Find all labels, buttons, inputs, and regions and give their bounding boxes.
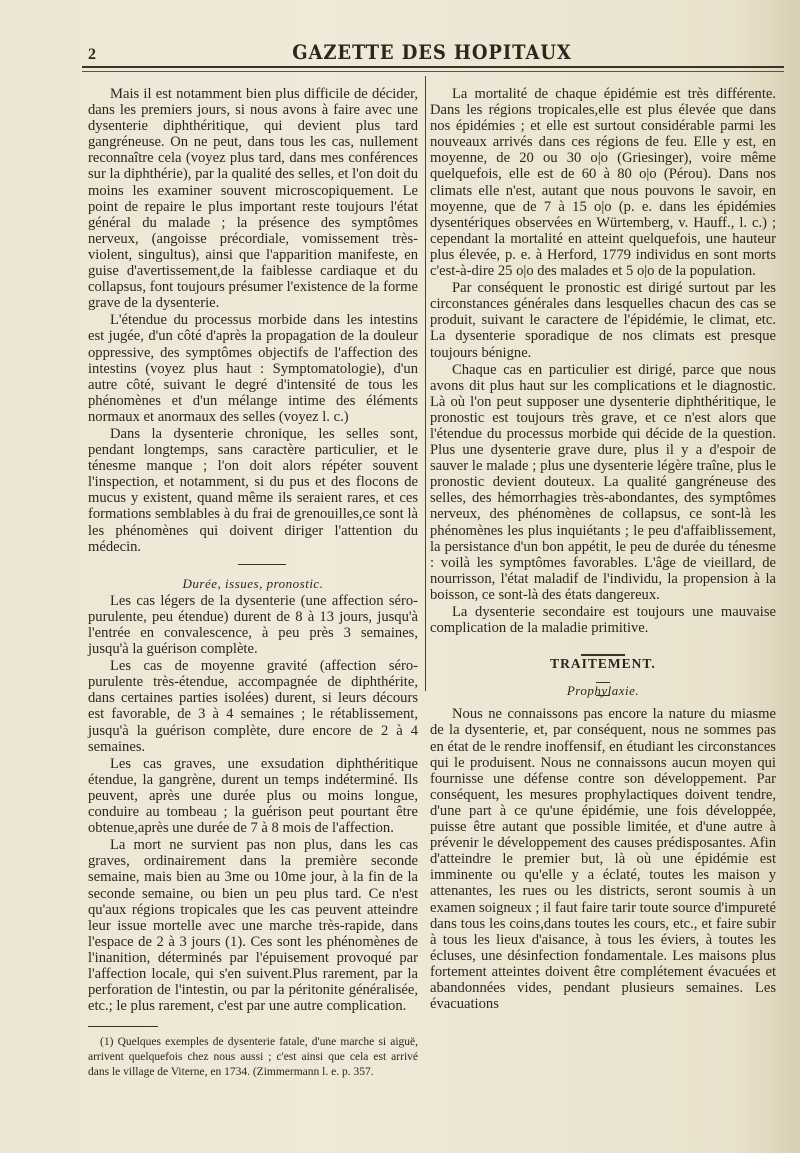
paragraph: Mais il est notamment bien plus difficile de décider, dans les premiers jours, si nous avons à faire avec une dysenterie diphthéritique, qui devient plus tard gangréneuse. On ne peut, dans tous les cas, nullement reconnaître cela (voyez plus tard, dans mes conférences sur la diphthérie), par la qualité des selles, et l'on doit du moins les examiner souvent microscopiquement. Le point de repaire le plus important reste toujours l'état général du malade ; la présence des symptômes nerveux, (angoisse précordiale, vomissement très-violent, singultus), ainsi que l'apparition manifeste, en guise d'avertissement,de la faiblesse cardiaque et du collapsus, font toujours présumer l'existence de la forme grave de la dysenterie. [88, 86, 418, 312]
paragraph: Nous ne connaissons pas encore la nature du miasme de la dysenterie, et, par conséquent, nous ne sommes pas en état de le rendre inoffensif, en étudiant les circonstances qui le produisent. Nous ne connaissons aucun moyen qui fournisse une défense contre son développement. Par conséquent, les mesures prophylactiques doivent tendre, d'une part à ce qu'une épidémie, une fois développée, puisse être autant que possible limitée, et d'une autre à prévenir le développement des causes prédisposantes. Afin d'atteindre le premier but, là où une épidémie est imminente ou qu'elle y a éclaté, toutes les maison y attenantes, les rues ou les districts, seront soumis à un examen soigneux ; il faut faire tarir toute source d'impureté dans tous les coins,dans toutes les cours, etc., et faire subir à tous les lieux d'aisance, à tous les éviers, à toutes les écluses, une désinfection fondamentale. Les maisons plus fortement atteintes doivent être complétement évacuées et abandonnées vides, pendant plusieurs semaines. Les évacuations [430, 706, 776, 1013]
subheading: Durée, issues, pronostic. [182, 575, 324, 591]
journal-title: GAZETTE DES HOPITAUX [292, 40, 572, 64]
section-title: TRAITEMENT. [550, 656, 656, 672]
footnote: (1) Quelques exemples de dysenterie fatale, d'une marche si aiguë, arrivent quelquefois chez nous aussi ; c'est ainsi que cela est arrivé dans le village de Viterne, en 1734. (Zimmermann l. e. p. 357. [88, 1036, 418, 1079]
paragraph: Les cas légers de la dysenterie (une affection séro-purulente, peu étendue) durent de 8 à 13 jours, jusqu'à l'entrée en convalescence, à peu près 3 semaines, jusqu'à la guérison complète. [88, 592, 418, 658]
paragraph: Dans la dysenterie chronique, les selles sont, pendant longtemps, sans caractère particulier, et le ténesme manque ; l'on doit alors répéter souvent l'inspection, et notamment, si du pus et des flocons de mucus y existent, quand même ils seraient rares, et ces formations semblables à du frai de grenouilles,ce sont là les phénomènes qui doivent diriger l'attention du médecin. [88, 425, 418, 555]
footnote-divider [88, 1026, 158, 1027]
paragraph: Les cas de moyenne gravité (affection séro-purulente très-étendue, accompagnée de diphthérite, dans certaines parties isolées) durent, si leurs décours est favorable, de 3 à 4 semaines ; le rétablissement, jusqu'à la guérison complète, dure encore de 2 à 4 semaines. [88, 658, 418, 755]
page-header [82, 40, 782, 68]
paragraph: Par conséquent le pronostic est dirigé surtout par les circonstances générales dans lesquelles chacun des cas se produit, suivant le caractere de l'épidémie, le climat, etc. La dysenterie sporadique de nos climats est presque toujours bénigne. [430, 280, 776, 361]
paragraph: La dysenterie secondaire est toujours une mauvaise complication de la maladie primitive. [430, 604, 776, 637]
left-column [88, 86, 418, 1080]
paragraph: Chaque cas en particulier est dirigé, parce que nous avons dit plus haut sur les complications et le diagnostic. Là où l'on peut supposer une dysenterie diphthéritique, le pronostic est toujours très grave, et ce n'est alors que l'étendue du processus morbide qui décide de la question. Plus une dysenterie grave dure, plus il y a d'espoir de sauver le malade ; plus une dysenterie légère traîne, plus le pronostic devient douteux. La qualité gangréneuse des selles, des hémorrhagies très-abondantes, des symptômes nerveux, des phénomènes de collapsus, ce sont-là les phénomènes les plus inquiétants ; le peu d'affaiblissement, la persistance d'un bon appétit, le peu de durée du ténesme : voilà les symptômes favorables. L'âge de vieillard, de nourrisson, l'état maladif de l'individu, la propension à la boisson, ce sont-là des états dangereux. [430, 361, 776, 603]
subheading: Prophylaxie. [566, 683, 640, 699]
column-separator [425, 76, 426, 691]
paragraph: Les cas graves, une exsudation diphthéritique étendue, la gangrène, durent un temps indéterminé. Ils peuvent, après une durée plus ou moins longue, conduire au tombeau ; la guérison peut pourtant être obtenue,après une durée de 7 à 8 mois de l'affection. [88, 755, 418, 837]
right-column [430, 86, 776, 1012]
paragraph: L'étendue du processus morbide dans les intestins est jugée, d'un côté d'après la propagation de la douleur oppressive, des symptômes objectifs de l'affection des intestins (voyez plus haut : Symptomatologie), d'un autre côté, suivant le degré d'intensité de tous les phénomènes et d'un mélange intime des éléments normaux et anormaux des selles (voyez l. c.) [88, 312, 418, 425]
paragraph: La mort ne survient pas non plus, dans les cas graves, ordinairement dans la première seconde semaine, mais bien au 3me ou 10me jour, à la fin de la seconde semaine, ou bien un peu plus tard. Ce n'est qu'aux régions tropicales que les cas peuvent atteindre leur issue mortelle avec une marche très-rapide, dans l'espace de 2 à 3 jours (1). Ces sont les phénomènes de l'inanition, déterminés par l'épuisement provoqué par l'affection locale, qui s'en suivent.Plus rarement, par la perforation de l'intestin, ou par la péritonite généralisée, etc.; le plus rarement, c'est par une autre complication. [88, 837, 418, 1015]
header-rule-thin [82, 71, 784, 72]
header-rule [82, 66, 784, 68]
paragraph: La mortalité de chaque épidémie est très différente. Dans les régions tropicales,elle est plus élevée que dans nos épidémies ; et elle est surtout considérable parmi les nouveaux arrivés dans ces régions de feu. Elle y est, en moyenne, de 20 ou 30 o|o (Griesinger), voire même quelquefois, elle est de 60 à 80 o|o (Pérou). Dans nos climats elle n'est, autant que nous pouvons le savoir, en moyenne, que de 7 à 15 o|o (p. e. dans les épidémies dysentériques observées en Würtemberg, v. Hauff., l. c.) ; cependant la mortalité en atteint quelquefois, une hauteur plus élevée, p. e. à Herford, 1779 individus en sont morts c'est-à-dire 25 o|o des malades et 5 o|o de la population. [430, 86, 776, 280]
page-number: 2 [88, 46, 96, 63]
section-divider [238, 564, 286, 565]
